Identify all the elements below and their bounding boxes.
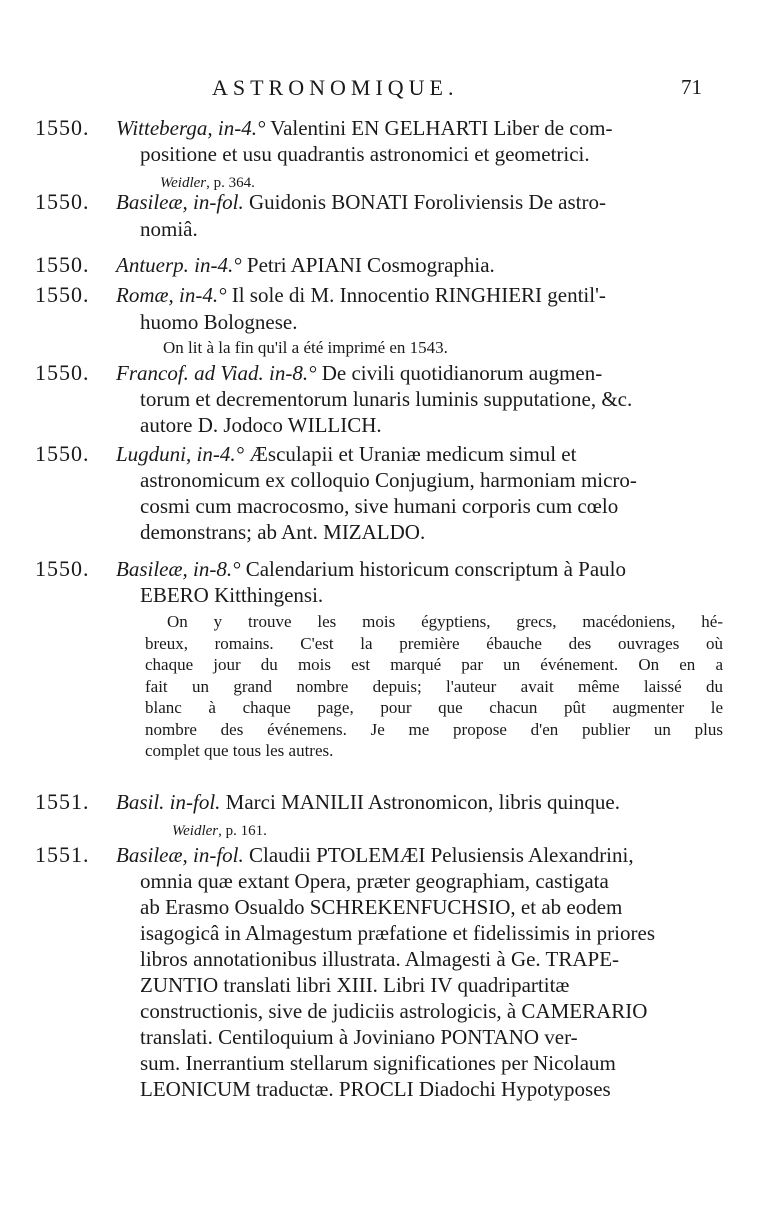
entry-text: De civili quotidianorum augmen-: [321, 361, 603, 385]
reference-author: Weidler: [172, 823, 219, 839]
entry-line: demonstrans; ab Ant. MIZALDO.: [140, 520, 426, 544]
reference-page: , p. 364.: [206, 175, 255, 191]
commentary-line: complet que tous les autres.: [145, 741, 334, 760]
entry-line: [116, 115, 612, 141]
entry-year: 1550.: [35, 441, 90, 466]
entry-line: torum et decrementorum lunaris luminis supputatione, &c.: [140, 387, 633, 411]
entry-line: [116, 360, 602, 386]
entry-line: translati. Centiloquium à Joviniano PONTANO ver-: [140, 1025, 578, 1049]
entry-place: Romæ, in-4.°: [116, 283, 227, 307]
entry-year: 1550.: [35, 360, 90, 385]
entry-line: ab Erasmo Osualdo SCHREKENFUCHSIO, et ab eodem: [140, 895, 623, 919]
entry-place: Basileæ, in-8.°: [116, 557, 241, 581]
entry-place: Francof. ad Viad. in-8.°: [116, 361, 317, 385]
entry-text: Il sole di M. Innocentio RINGHIERI gentil'-: [231, 283, 606, 307]
entry-line: [116, 556, 626, 582]
running-title: ASTRONOMIQUE.: [212, 75, 459, 100]
entry-text: Guidonis BONATI Foroliviensis De astro-: [249, 190, 606, 214]
entry-text: Marci MANILII Astronomicon, libris quinque.: [225, 790, 620, 814]
entry-line: omnia quæ extant Opera, præter geographiam, castigata: [140, 869, 609, 893]
entry-line: [116, 282, 606, 308]
entry-line: huomo Bolognese.: [140, 310, 298, 334]
entry-text: Æsculapii et Uraniæ medicum simul et: [249, 442, 577, 466]
entry-place: Basileæ, in-fol.: [116, 190, 244, 214]
entry-line: [116, 189, 606, 215]
entry-reference: [172, 820, 267, 842]
commentary-line: On y trouve les mois égyptiens, grecs, macédoniens, hé-: [167, 612, 723, 631]
entry-line: nomiâ.: [140, 217, 198, 241]
entry-year: 1551.: [35, 842, 90, 867]
entry-line: [116, 842, 634, 868]
commentary-line: fait un grand nombre depuis; l'auteur avait même laissé du: [145, 676, 723, 696]
reference-author: Weidler: [160, 175, 207, 191]
entry-place: Basileæ, in-fol.: [116, 843, 244, 867]
entry-note: On lit à la fin qu'il a été imprimé en 1543.: [163, 338, 448, 357]
commentary-line: blanc à chaque page, pour que chacun pût augmenter le: [145, 698, 723, 717]
entry-line: constructionis, sive de judiciis astrologicis, à CAMERARIO: [140, 999, 648, 1023]
entry-line: libros annotationibus illustrata. Almagesti à Ge. TRAPE-: [140, 947, 620, 971]
entry-line: [116, 789, 620, 815]
running-header: [0, 75, 766, 105]
entry-year: 1550.: [35, 556, 90, 581]
entry-year: 1550.: [35, 115, 90, 140]
entry-line: LEONICUM traductæ. PROCLI Diadochi Hypotyposes: [140, 1077, 611, 1101]
entry-text: Calendarium historicum conscriptum à Paulo: [245, 557, 626, 581]
commentary-line: breux, romains. C'est la première ébauche des ouvrages où: [145, 633, 723, 653]
entry-place: Lugduni, in-4.°: [116, 442, 244, 466]
entry-place: Witteberga, in-4.°: [116, 116, 266, 140]
entry-place: Antuerp. in-4.°: [116, 253, 242, 277]
commentary-line: nombre des événemens. Je me propose d'en publier un plus: [145, 719, 723, 739]
entry-line: astronomicum ex colloquio Conjugium, harmoniam micro-: [140, 468, 637, 492]
commentary-line: chaque jour du mois est marqué par un événement. On en a: [145, 655, 723, 674]
entry-line: positione et usu quadrantis astronomici et geometrici.: [140, 142, 590, 166]
entry-commentary: [145, 611, 723, 762]
entry-text: Petri APIANI Cosmographia.: [246, 253, 495, 277]
entry-line: autore D. Jodoco WILLICH.: [140, 413, 382, 437]
reference-page: , p. 161.: [218, 823, 267, 839]
entry-line: [116, 252, 495, 278]
entry-year: 1550.: [35, 252, 90, 277]
entry-line: cosmi cum macrocosmo, sive humani corporis cum cœlo: [140, 494, 619, 518]
entry-text: Valentini EN GELHARTI Liber de com-: [270, 116, 613, 140]
entry-line: isagogicâ in Almagestum præfatione et fidelissimis in priores: [140, 921, 655, 945]
entry-text: Claudii PTOLEMÆI Pelusiensis Alexandrini,: [249, 843, 634, 867]
entry-line: sum. Inerrantium stellarum significationes per Nicolaum: [140, 1051, 616, 1075]
entry-place: Basil. in-fol.: [116, 790, 221, 814]
entry-year: 1551.: [35, 789, 90, 814]
entry-line: ZUNTIO translati libri XIII. Libri IV quadripartitæ: [140, 973, 570, 997]
entry-year: 1550.: [35, 282, 90, 307]
entry-line: [116, 441, 576, 467]
entry-line: EBERO Kitthingensi.: [140, 583, 324, 607]
entry-year: 1550.: [35, 189, 90, 214]
page-number: 71: [681, 75, 702, 99]
